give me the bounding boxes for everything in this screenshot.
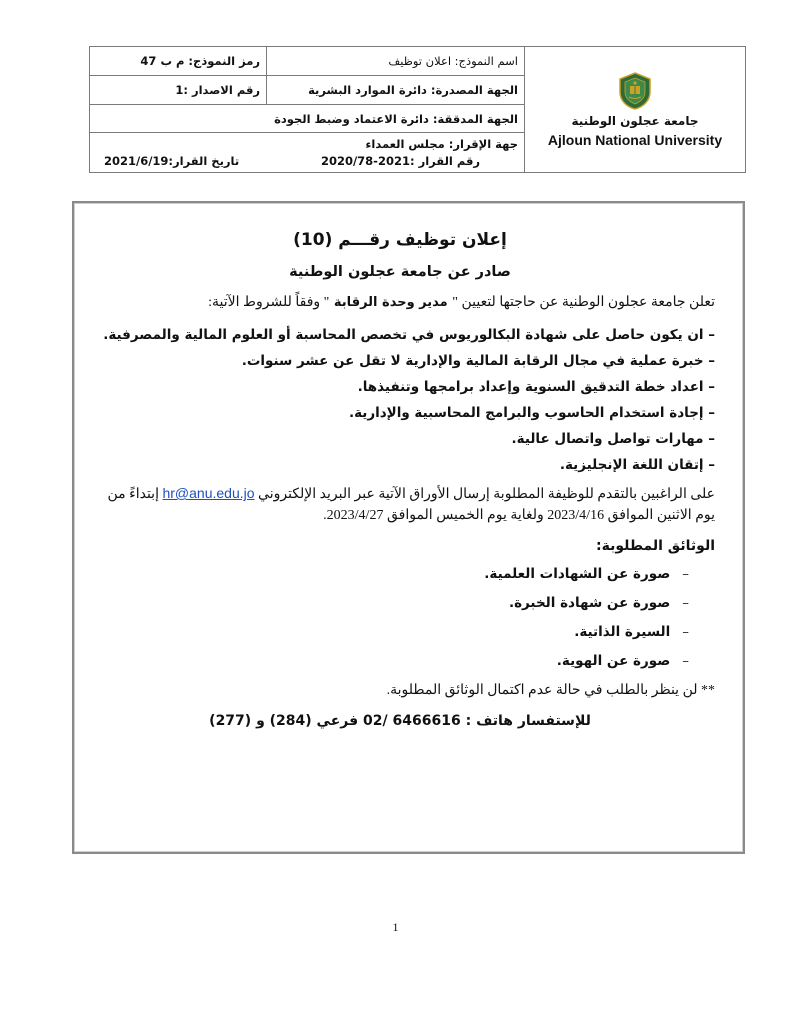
dash-bullet: – — [682, 624, 689, 640]
hr-email-link[interactable]: hr@anu.edu.jo — [162, 485, 255, 501]
documents-heading: الوثائق المطلوبة: — [595, 538, 715, 554]
form-name-cell — [267, 47, 525, 76]
issuing-body-cell — [267, 76, 525, 105]
issuing-body: الجهة المصدرة: دائرة الموارد البشرية — [308, 83, 518, 97]
announcement-subtitle: صادر عن جامعة عجلون الوطنية — [289, 264, 511, 280]
incomplete-docs-note: ** لن ينظر بالطلب في حالة عدم اكتمال الوثائق المطلوبة. — [386, 683, 715, 698]
decision-date: تاريخ القرار:2021/6/19 — [104, 154, 240, 168]
document-item — [85, 624, 715, 640]
document-label: السيرة الذاتية. — [574, 624, 671, 640]
application-instructions — [85, 483, 715, 526]
announcement-intro — [85, 294, 715, 311]
document-item — [85, 653, 715, 669]
university-name-arabic: جامعة عجلون الوطنية — [571, 113, 699, 128]
announcement-body — [85, 230, 715, 729]
apply-text-after: إبتداءً من يوم الاثنين الموافق 2023/4/16 ولغاية يوم الخميس الموافق 2023/4/27. — [107, 487, 715, 523]
document-item — [85, 595, 715, 611]
condition-item: – إجادة استخدام الحاسوب والبرامج المحاسبية والإدارية. — [348, 405, 715, 421]
document-label: صورة عن شهادة الخبرة. — [508, 595, 671, 611]
document-label: صورة عن الهوية. — [556, 653, 671, 669]
decision-number: رقم القرار :2021-2020/78 — [320, 154, 480, 168]
condition-item: – اعداد خطة التدقيق السنوية وإعداد برامجها وتنفيذها. — [357, 379, 715, 395]
dash-bullet: – — [682, 566, 689, 582]
intro-text-after: " وفقاً للشروط الآتية: — [208, 295, 330, 310]
issue-no-cell — [90, 76, 267, 105]
auditing-body: الجهة المدققة: دائرة الاعتماد وضبط الجودة — [274, 111, 518, 126]
approval-cell — [90, 133, 525, 173]
form-code: رمز النموذج: م ب 47 — [140, 54, 260, 68]
issue-number: رقم الاصدار :1 — [175, 83, 260, 97]
position-title: مدير وحدة الرقابة — [329, 295, 453, 310]
condition-item: – ان يكون حاصل على شهادة البكالوريوس في تخصص المحاسبة أو العلوم المالية والمصرفية. — [103, 327, 715, 343]
form-code-cell — [90, 47, 267, 76]
document-label: صورة عن الشهادات العلمية. — [484, 566, 671, 582]
logo-cell — [525, 47, 746, 173]
documents-list — [85, 566, 715, 669]
announcement-title: إعلان توظيف رقـــم (10) — [293, 230, 507, 250]
document-item — [85, 566, 715, 582]
conditions-list — [85, 327, 715, 473]
logo-block — [531, 72, 739, 148]
approval-body: جهة الإقرار: مجلس العمداء — [365, 137, 518, 151]
decision-line — [96, 154, 518, 168]
dash-bullet: – — [682, 653, 689, 669]
contact-info: للإستفسار هاتف : 6466616 /02 فرعي (284) و (277) — [209, 713, 591, 729]
auditing-body-cell — [90, 105, 525, 133]
intro-text-before: تعلن جامعة عجلون الوطنية عن حاجتها لتعيين " — [452, 295, 715, 310]
apply-text-before: على الراغبين بالتقدم للوظيفة المطلوبة إرسال الأوراق الآتية عبر البريد الإلكتروني — [258, 487, 715, 502]
condition-item: – مهارات تواصل واتصال عالية. — [511, 431, 715, 447]
page-number: 1 — [392, 920, 399, 934]
condition-item: – إتقان اللغة الإنجليزية. — [559, 457, 715, 473]
form-name: اسم النموذج: اعلان توظيف — [388, 54, 518, 68]
university-emblem-icon — [618, 72, 652, 110]
condition-item: – خبرة عملية في مجال الرقابة المالية والإدارية لا تقل عن عشر سنوات. — [241, 353, 715, 369]
university-name-english: Ajloun National University — [547, 131, 723, 148]
header-table — [89, 46, 746, 173]
dash-bullet: – — [682, 595, 689, 611]
